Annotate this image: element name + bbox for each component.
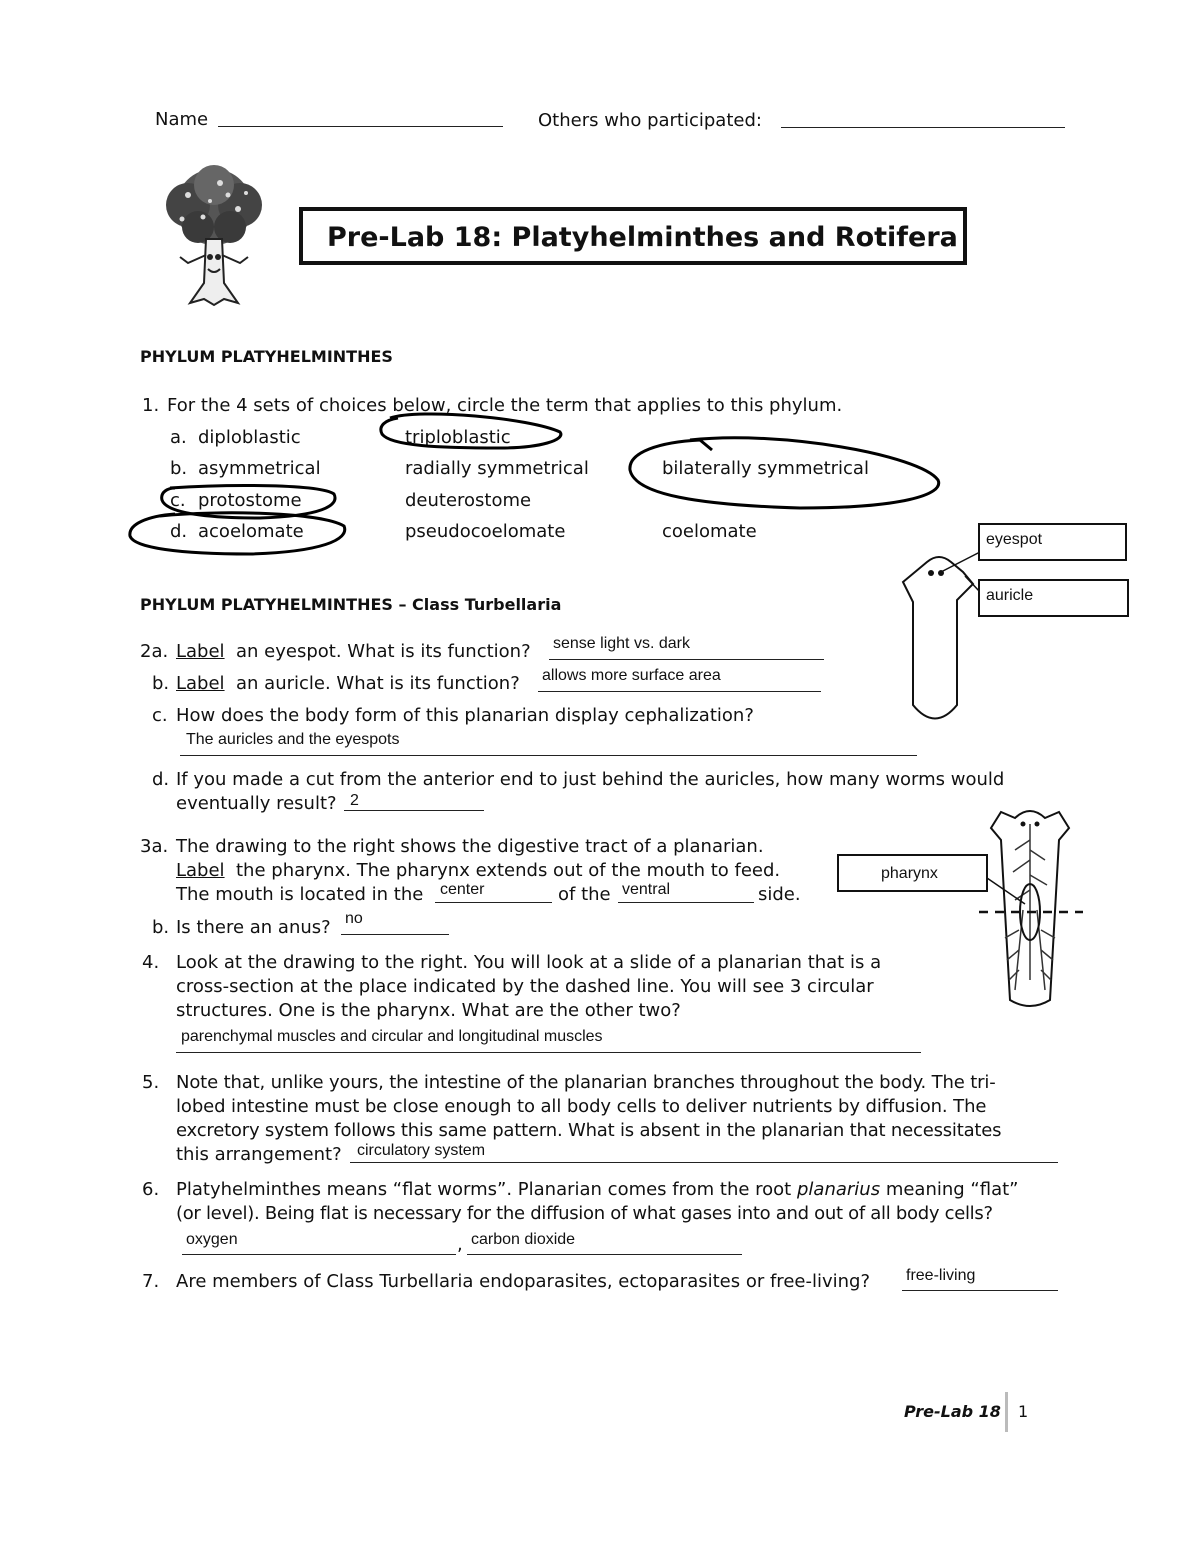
q4-line1: Look at the drawing to the right. You will look at a slide of a planarian that is a — [176, 952, 882, 973]
footer-divider — [1005, 1392, 1008, 1432]
pharynx-label: pharynx — [881, 865, 938, 882]
q1-row-b-letter: b. — [170, 458, 188, 479]
footer-label: Pre-Lab 18 — [904, 1402, 1001, 1421]
eyespot-label-box[interactable] — [978, 523, 1127, 561]
q5-line3: excretory system follows this same pattern. What is absent in the planarian that necessitates — [176, 1120, 1002, 1141]
q3a-line3c: side. — [758, 884, 801, 905]
q7-text: Are members of Class Turbellaria endoparasites, ectoparasites or free-living? — [176, 1271, 871, 1292]
q1-choice-coelomate[interactable]: coelomate — [662, 521, 757, 542]
q1-choice-pseudocoelomate[interactable]: pseudocoelomate — [405, 521, 566, 542]
q1-row-d-letter: d. — [170, 521, 188, 542]
q2b-text: an auricle. What is its function? — [236, 673, 520, 694]
tree-mascot-logo — [158, 165, 270, 307]
q1-row-c-letter: c. — [170, 490, 186, 511]
q3a-line2: the pharynx. The pharynx extends out of the mouth to feed. — [236, 860, 781, 881]
auricle-label-box[interactable] — [978, 579, 1129, 617]
q6-line1 — [176, 1178, 1019, 1202]
q2d-text-line1: If you made a cut from the anterior end to just behind the auricles, how many worms would — [176, 769, 1005, 790]
others-field[interactable] — [781, 107, 1065, 128]
q1-choice-protostome[interactable]: protostome — [198, 490, 302, 511]
q1-choice-triploblastic[interactable]: triploblastic — [405, 427, 511, 448]
q2d-answer: 2 — [350, 792, 359, 809]
auricle-label: auricle — [986, 587, 1034, 604]
page-title: Pre-Lab 18: Platyhelminthes and Rotifera — [327, 222, 958, 253]
q6-answer2: carbon dioxide — [471, 1231, 576, 1248]
q6-line2: (or level). Being flat is necessary for the diffusion of what gases into and out of all body cells? — [176, 1203, 993, 1224]
q4-line3: structures. One is the pharynx. What are the other two? — [176, 1000, 681, 1021]
eyespot-label: eyespot — [986, 531, 1043, 548]
q6-number: 6. — [142, 1179, 160, 1200]
q3a-answer-center: center — [440, 881, 485, 898]
q2b-number: b. — [152, 673, 170, 694]
q3b-text: Is there an anus? — [176, 917, 331, 938]
q1-row-a-letter: a. — [170, 427, 187, 448]
q6-line1a: Platyhelminthes means “flat worms”. Planarian comes from the root — [176, 1179, 792, 1200]
q2a-text: an eyespot. What is its function? — [236, 641, 531, 662]
q2a-answer: sense light vs. dark — [553, 635, 690, 652]
q2a-number: 2a. — [140, 641, 169, 662]
q4-line2: cross-section at the place indicated by the dashed line. You will see 3 circular — [176, 976, 874, 997]
q1-choice-radially-symmetrical[interactable]: radially symmetrical — [405, 458, 589, 479]
q3a-line3a: The mouth is located in the — [176, 884, 424, 905]
q1-choice-asymmetrical[interactable]: asymmetrical — [198, 458, 321, 479]
q1-choice-deuterostome[interactable]: deuterostome — [405, 490, 532, 511]
q3a-label-word: Label — [176, 860, 225, 881]
q3b-answer: no — [345, 910, 363, 927]
q6-line1b: meaning “flat” — [885, 1179, 1019, 1200]
q2c-number: c. — [152, 705, 168, 726]
q1-prompt: For the 4 sets of choices below, circle the term that applies to this phylum. — [167, 395, 843, 416]
name-field[interactable] — [218, 106, 503, 127]
q3a-line1: The drawing to the right shows the digestive tract of a planarian. — [176, 836, 764, 857]
pharynx-label-box[interactable] — [837, 854, 988, 892]
planarian-digestive-diagram — [975, 800, 1087, 1010]
footer-page-number: 1 — [1018, 1402, 1029, 1421]
q4-answer: parenchymal muscles and circular and longitudinal muscles — [181, 1028, 603, 1045]
q5-number: 5. — [142, 1072, 160, 1093]
q3a-line3b: of the — [558, 884, 611, 905]
q1-choice-acoelomate[interactable]: acoelomate — [198, 521, 304, 542]
q2a-label-word: Label — [176, 641, 225, 662]
q2c-text: How does the body form of this planarian display cephalization? — [176, 705, 754, 726]
others-label: Others who participated: — [538, 110, 762, 131]
section-heading-phylum: PHYLUM PLATYHELMINTHES — [140, 347, 393, 366]
section-heading-turbellaria: PHYLUM PLATYHELMINTHES – Class Turbellaria — [140, 595, 562, 614]
q6-comma: , — [457, 1234, 463, 1255]
q3b-number: b. — [152, 917, 170, 938]
q2c-answer: The auricles and the eyespots — [186, 731, 400, 748]
q2b-answer: allows more surface area — [542, 667, 721, 684]
title-box — [299, 207, 967, 265]
q6-answer1: oxygen — [186, 1231, 238, 1248]
q3a-number: 3a. — [140, 836, 169, 857]
q3a-answer-ventral: ventral — [622, 881, 671, 898]
q6-line1-italic: planarius — [796, 1179, 881, 1200]
q5-line1: Note that, unlike yours, the intestine of the planarian branches throughout the body. The tri- — [176, 1072, 996, 1093]
q2d-text-line2: eventually result? — [176, 793, 337, 814]
q5-line2: lobed intestine must be close enough to all body cells to deliver nutrients by diffusion. The — [176, 1096, 987, 1117]
q1-choice-diploblastic[interactable]: diploblastic — [198, 427, 301, 448]
q2d-number: d. — [152, 769, 170, 790]
q7-answer: free-living — [906, 1267, 976, 1284]
planarian-head-diagram — [895, 540, 985, 725]
q4-number: 4. — [142, 952, 160, 973]
name-label: Name — [155, 109, 209, 130]
q1-choice-bilaterally-symmetrical[interactable]: bilaterally symmetrical — [662, 458, 869, 479]
q5-answer: circulatory system — [357, 1142, 486, 1159]
q2b-label-word: Label — [176, 673, 225, 694]
q1-number: 1. — [142, 395, 160, 416]
q7-number: 7. — [142, 1271, 160, 1292]
q2d-answer-line[interactable] — [344, 790, 484, 811]
q5-line4: this arrangement? — [176, 1144, 342, 1165]
